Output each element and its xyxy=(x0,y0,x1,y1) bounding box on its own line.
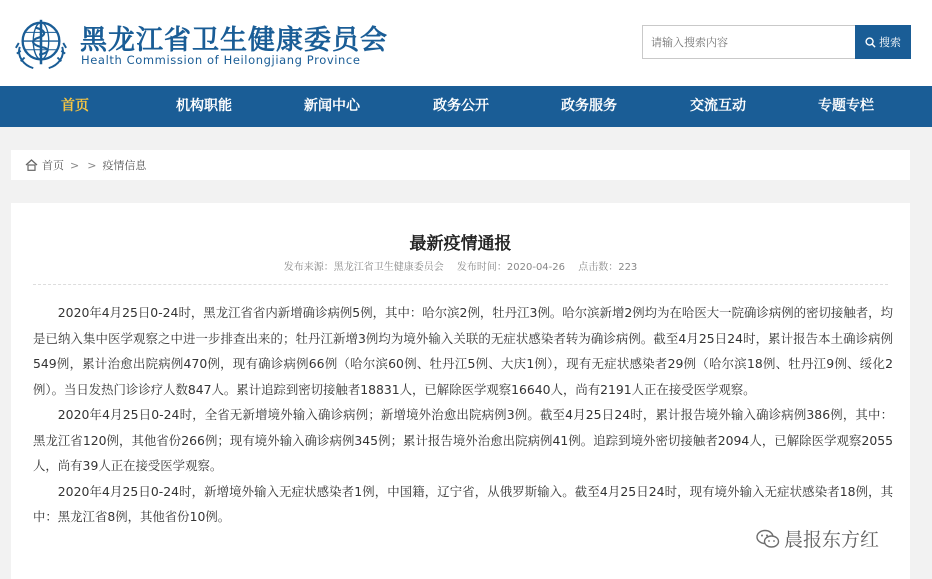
article-views: 点击数：223 xyxy=(578,262,638,273)
breadcrumb-home[interactable]: 首页 xyxy=(42,159,64,172)
search-button[interactable] xyxy=(855,25,911,59)
nav-item-special-topics[interactable]: 专题专栏 xyxy=(818,98,874,114)
nav-item-home[interactable]: 首页 xyxy=(61,98,89,114)
article-paragraph: 2020年4月25日0-24时，新增境外输入无症状感染者1例，中国籍，辽宁省，从俄罗斯输入。截至4月25日24时，现有境外输入无症状感染者18例，其中：黑龙江省8例，其他省份10例。 xyxy=(33,483,893,524)
nav-item-gov-services[interactable]: 政务服务 xyxy=(561,98,617,114)
article-meta xyxy=(11,258,910,273)
article-title: 最新疫情通报 xyxy=(409,234,512,254)
nav-item-gov-affairs[interactable]: 政务公开 xyxy=(433,98,489,114)
wechat-icon xyxy=(756,529,780,549)
article-body xyxy=(33,300,893,530)
nav-item-interaction[interactable]: 交流互动 xyxy=(690,98,746,114)
watermark xyxy=(756,525,879,552)
main-nav xyxy=(0,86,932,127)
watermark-text: 晨报东方红 xyxy=(784,529,880,551)
article-time: 发布时间：2020-04-26 xyxy=(456,262,566,273)
nav-item-institutions[interactable]: 机构职能 xyxy=(176,98,232,114)
breadcrumb-separator: > xyxy=(87,158,97,172)
home-icon xyxy=(25,159,38,171)
article-paragraph: 2020年4月25日0-24时，全省无新增境外输入确诊病例；新增境外治愈出院病例3例。截至4月25日24时，累计报告境外输入确诊病例386例，其中：黑龙江省120例，其他省份266例；现有境外输入确诊病例345例；累计报告境外治愈出院病例41例。追踪到境外密切接触者2094人，已解除医学观察2055人，尚有39人正在接受医学观察。 xyxy=(33,407,893,473)
breadcrumb-current[interactable]: 疫情信息 xyxy=(102,159,147,172)
site-title: 黑龙江省卫生健康委员会 xyxy=(80,25,388,56)
article xyxy=(11,203,910,579)
breadcrumb xyxy=(11,150,910,180)
article-paragraph: 2020年4月25日0-24时，黑龙江省省内新增确诊病例5例，其中：哈尔滨2例，牡丹江3例。哈尔滨新增2例均为在哈医大一院确诊病例的密切接触者，均是已纳入集中医学观察之中进一步排查出来的；牡丹江新增3例均为境外输入关联的无症状感染者转为确诊病例。截至4月25日24时，累计报告本土确诊病例549例，累计治愈出院病例470例，现有确诊病例66例（哈尔滨60例、牡丹江5例、大庆1例），现有无症状感染者29例（哈尔滨18例、牡丹江9例、绥化2例）。当日发热门诊诊疗人数847人。累计追踪到密切接触者18831人，已解除医学观察16640人，尚有2191人正在接受医学观察。 xyxy=(33,305,893,397)
breadcrumb-separator: > xyxy=(70,158,80,172)
search-button-label: 搜索 xyxy=(879,36,901,49)
article-source: 发布来源：黑龙江省卫生健康委员会 xyxy=(283,262,444,273)
search-input[interactable] xyxy=(642,25,856,59)
search-icon xyxy=(865,37,876,48)
site-subtitle: Health Commission of Heilongjiang Province xyxy=(81,53,361,67)
site-header xyxy=(0,0,932,86)
divider xyxy=(33,284,888,285)
who-emblem-logo[interactable] xyxy=(12,14,70,72)
nav-item-news[interactable]: 新闻中心 xyxy=(304,98,360,114)
